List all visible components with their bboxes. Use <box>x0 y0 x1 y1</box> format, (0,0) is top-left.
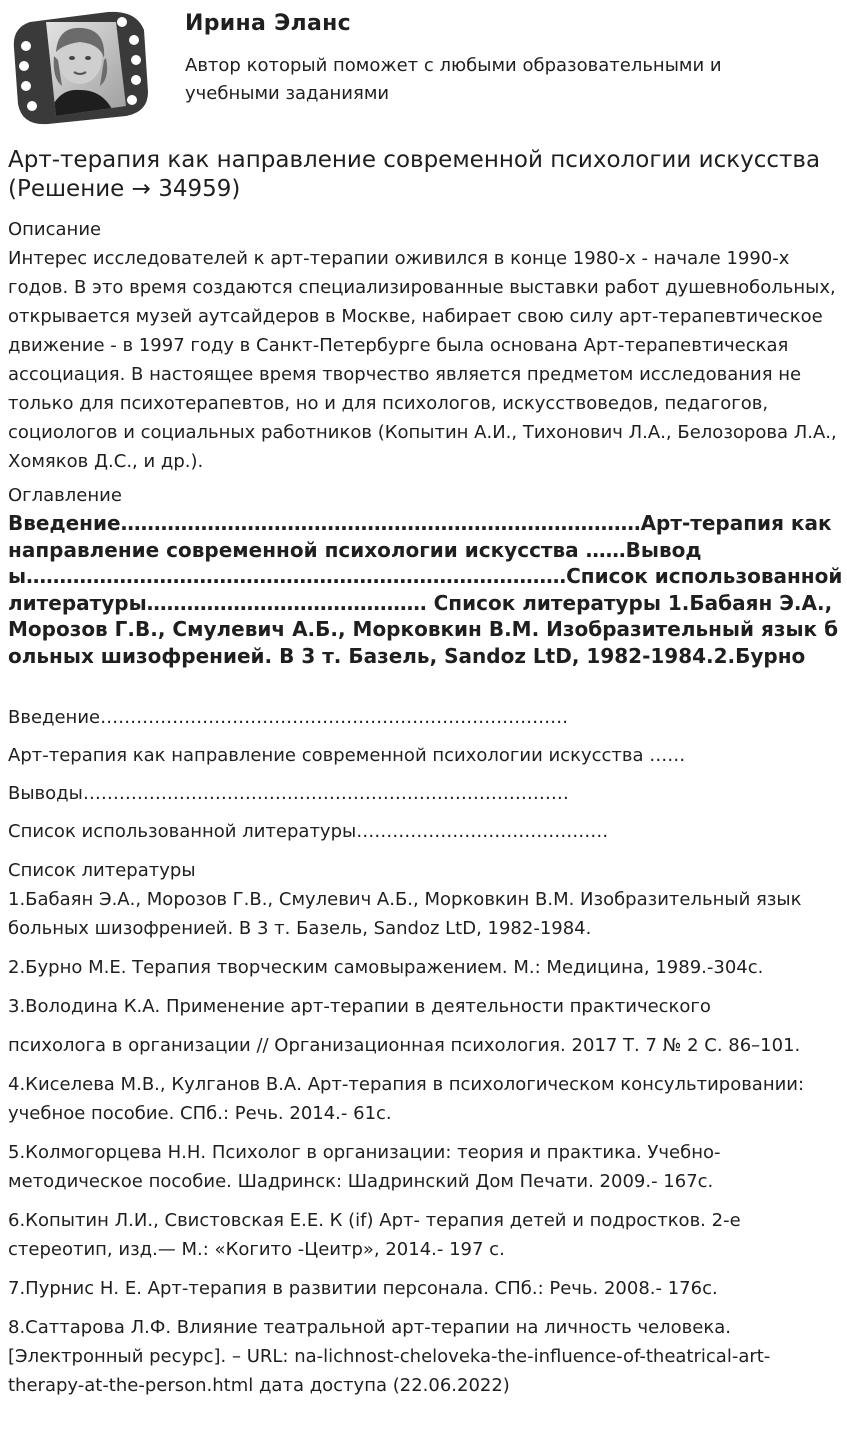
reference-item: 4.Киселева М.В., Кулганов В.А. Арт-терапия в психологическом консультировании: учебное пособие. СПб.: Речь. 2014.- 61с. <box>8 1074 805 1124</box>
description-label: Описание <box>8 219 102 240</box>
author-name[interactable]: Ирина Эланс <box>185 11 351 36</box>
reference-item: 8.Саттарова Л.Ф. Влияние театральной арт-терапии на личность человека. [Электронный ресурс]. – URL: na-lichnost-cheloveka-the-influence-of-theatrical-art-therapy-at-the-person.html дата доступа (22.06.2022) <box>8 1317 771 1396</box>
toc-line: Выводы……………………………………………………………………… <box>8 783 569 804</box>
author-card <box>8 8 838 128</box>
references-section <box>8 857 843 1400</box>
reference-item: 1.Бабаян Э.А., Морозов Г.В., Смулевич А.Б., Морковкин В.М. Изобразительный язык больных шизофренией. В 3 т. Базель, Sandoz LtD, 1982-1984. <box>8 889 802 939</box>
reference-item: 5.Колмогорцева Н.Н. Психолог в организации: теория и практика. Учебно-методическое пособие. Шадринск: Шадринский Дом Печати. 2009.- 167с. <box>8 1142 721 1192</box>
author-description: Автор который поможет с любыми образовательными и учебными заданиями <box>185 55 722 104</box>
reference-item: 2.Бурно М.Е. Терапия творческим самовыражением. М.: Медицина, 1989.-304с. <box>8 957 764 978</box>
toc-section <box>8 482 843 669</box>
description-section <box>8 216 843 476</box>
description-text: Интерес исследователей к арт-терапии оживился в конце 1980-х - начале 1990-х годов. В это время создаются специализированные выставки работ душевнобольных, открывается музей аутсайдеров в Москве, набирает свою силу арт-терапевтическое движение - в 1997 году в Санкт-Петербурге была основана Арт-терапевтическая ассоциация. В настоящее время творчество является предметом исследования не только для психотерапевтов, но и для психологов, искусствоведов, педагогов, социологов и социальных работников (Копытин А.И., Тихонович Л.А., Белозорова Л.А., Хомяков Д.С., и др.). <box>8 248 837 472</box>
reference-item: 3.Володина К.А. Применение арт-терапии в деятельности практического <box>8 996 711 1017</box>
toc-summary: Введение……………………………………………………………………Арт-терапия как направление современной психологии искусства ……Выводы………………………………………………………………………Список использованной литературы…………………………………… Список литературы 1.Бабаян Э.А., Морозов Г.В., Смулевич А.Б., Морковкин В.М. Изобразительный язык больных шизофренией. В 3 т. Базель, Sandoz LtD, 1982-1984.2.Бурно <box>8 511 843 668</box>
toc-line: Арт-терапия как направление современной психологии искусства …… <box>8 745 686 766</box>
reference-item: 7.Пурнис Н. Е. Арт-терапия в развитии персонала. СПб.: Речь. 2008.- 176с. <box>8 1278 718 1299</box>
author-avatar <box>8 8 150 126</box>
toc-label: Оглавление <box>8 485 122 506</box>
reference-item: психолога в организации // Организационная психология. 2017 Т. 7 № 2 С. 86–101. <box>8 1035 801 1056</box>
references-label: Список литературы <box>8 860 196 881</box>
page-title: Арт-терапия как направление современной психологии искусства (Решение → 34959) <box>8 147 821 202</box>
toc-list <box>8 704 843 856</box>
film-frame-avatar-image <box>8 8 150 126</box>
toc-line: Введение…………………………………………………………………… <box>8 707 569 728</box>
reference-item: 6.Копытин Л.И., Свистовская Е.Е. К (if) Арт- терапия детей и подростков. 2-е стереотип, изд.— М.: «Когито -Цеитр», 2014.- 197 с. <box>8 1210 741 1260</box>
toc-line: Список использованной литературы…………………………………… <box>8 821 609 842</box>
